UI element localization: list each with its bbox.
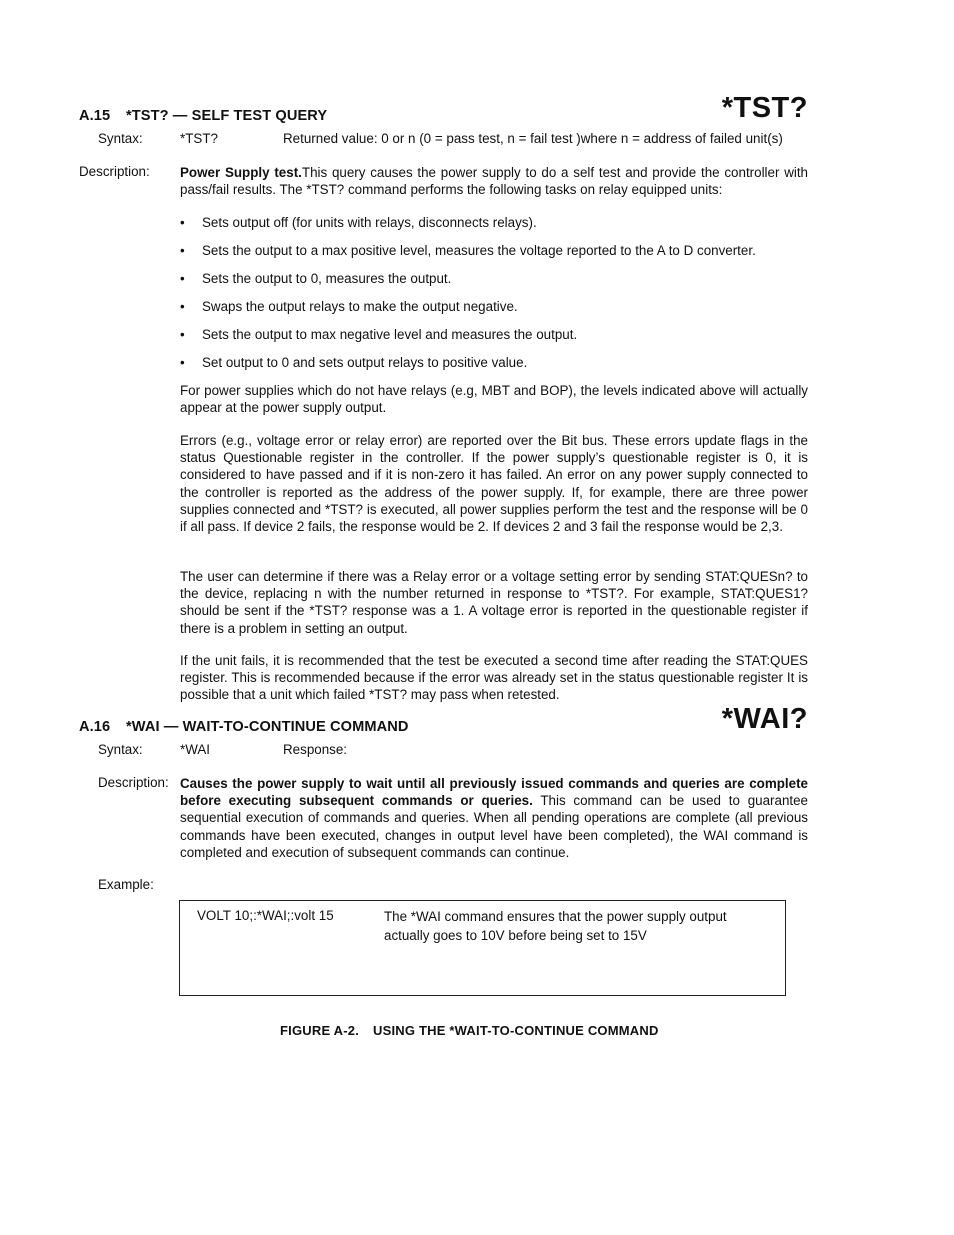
a16-response-label: Response: bbox=[283, 742, 348, 757]
a15-description-rest: This query causes the power supply to do a self test and provide the controller with pass/fail results. The *TST? command performs the following tasks on relay equipped units: bbox=[180, 165, 809, 198]
list-item: • Sets output off (for units with relays, disconnects relays). bbox=[180, 214, 808, 231]
a16-syntax-label: Syntax: bbox=[98, 742, 143, 757]
a15-task-list bbox=[180, 214, 808, 382]
section-a15-number: A.15 bbox=[79, 108, 111, 124]
list-item: • Set output to 0 and sets output relays to positive value. bbox=[180, 354, 808, 371]
a15-para-retest: If the unit fails, it is recommended that the test be executed a second time after reading the STAT:QUES register. This is recommended because if the error was already set in the status questionable register It is possible that a unit which failed *TST? may pass when retested. bbox=[180, 653, 808, 703]
list-item: • Sets the output to max negative level and measures the output. bbox=[180, 326, 808, 343]
a16-description bbox=[180, 775, 808, 861]
a15-description-label: Description: bbox=[79, 164, 150, 179]
list-item: • Swaps the output relays to make the output negative. bbox=[180, 298, 808, 315]
a16-description-label: Description: bbox=[98, 775, 169, 790]
example-explanation: The *WAI command ensures that the power supply output actually goes to 10V before being set to 15V bbox=[384, 909, 727, 943]
example-box bbox=[179, 900, 786, 996]
a16-example-label: Example: bbox=[98, 877, 154, 892]
a16-syntax-value: *WAI bbox=[180, 742, 211, 757]
tst-big-label: *TST? bbox=[721, 92, 808, 124]
section-a16-number: A.16 bbox=[79, 719, 111, 735]
a15-returned-value: Returned value: 0 or n (0 = pass test, n = fail test )where n = address of failed unit(s) bbox=[283, 131, 783, 146]
a16-description-rest: This command can be used to guarantee sequential execution of commands and queries. When all pending operations are complete (all previous commands have been executed, changes in output level have been completed), the WAI command is completed and execution of subsequent commands can continue. bbox=[180, 793, 809, 860]
section-a16-heading bbox=[79, 719, 409, 735]
a15-para-stat-ques: The user can determine if there was a Relay error or a voltage setting error by sending STAT:QUESn? to the device, replacing n with the number returned in response to *TST?. For example, STAT:QUES1? should be sent if the *TST? response was a 1. A voltage error is reported in the questionable register if there is a problem in setting an output. bbox=[180, 569, 808, 636]
a15-para-relays: For power supplies which do not have relays (e.g, MBT and BOP), the levels indicated above will actually appear at the power supply output. bbox=[180, 383, 808, 416]
a15-description-lead: Power Supply test. bbox=[180, 165, 302, 180]
a15-syntax-value: *TST? bbox=[180, 131, 218, 146]
figure-title: USING THE *WAIT-TO-CONTINUE COMMAND bbox=[373, 1023, 659, 1038]
a16-description-lead: Causes the power supply to wait until all previously issued commands and queries are complete before executing subsequent commands or queries. bbox=[180, 776, 808, 809]
wai-big-label: *WAI? bbox=[721, 703, 808, 735]
list-item: • Sets the output to 0, measures the output. bbox=[180, 270, 808, 287]
list-item: • Sets the output to a max positive level, measures the voltage reported to the A to D converter. bbox=[180, 242, 808, 259]
figure-number: FIGURE A-2. bbox=[280, 1023, 360, 1038]
section-a16-title: *WAI — WAIT-TO-CONTINUE COMMAND bbox=[126, 719, 409, 735]
section-a15-title: *TST? — SELF TEST QUERY bbox=[126, 108, 328, 124]
figure-caption bbox=[280, 1023, 659, 1038]
a15-description bbox=[180, 164, 808, 198]
a15-para-errors: Errors (e.g., voltage error or relay error) are reported over the Bit bus. These errors update flags in the status Questionable register in the controller. If the power supply’s questionable register is 0, it is considered to have passed and if it is non-zero it has failed. An error on any power supply connected to the controller is reported as the address of the power supply. If, for example, there are three power supplies connected and *TST? is executed, all power supplies perform the test and the response will be 0 if all pass. If device 2 fails, the response would be 2. If devices 2 and 3 fail the response would be 2,3. bbox=[180, 433, 808, 535]
example-command: VOLT 10;:*WAI;:volt 15 bbox=[197, 908, 334, 923]
a15-syntax-label: Syntax: bbox=[98, 131, 143, 146]
section-a15-heading bbox=[79, 108, 327, 124]
